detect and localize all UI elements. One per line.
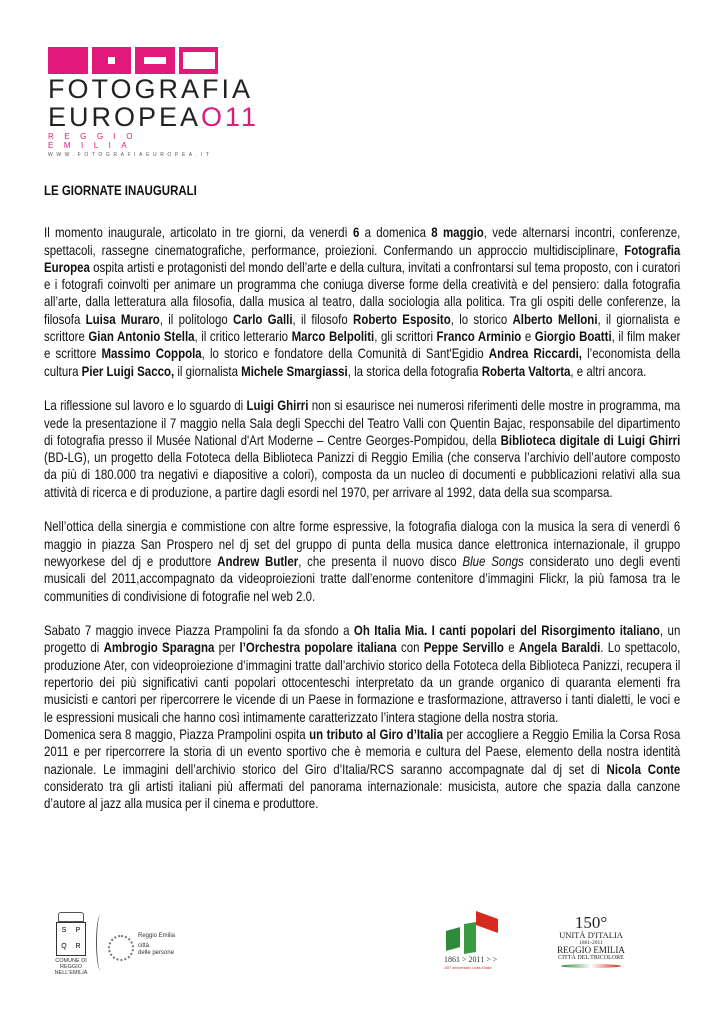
- bold-text: Michele Smargiassi: [241, 362, 348, 379]
- shield-letter: P: [75, 927, 81, 934]
- text-run: , un progetto di: [44, 622, 681, 656]
- text-run: La riflessione sul lavoro e lo sguardo di: [44, 397, 247, 414]
- bold-text: Roberta Valtorta: [481, 362, 571, 379]
- bold-text: Nicola Conte: [606, 760, 681, 777]
- text-run: a domenica: [359, 224, 432, 241]
- paragraph: [44, 622, 680, 726]
- text-run: Domenica sera 8 maggio, Piazza Prampolini ospita: [44, 725, 310, 742]
- text-run: per: [214, 639, 240, 656]
- text-run: , gli scrittori: [374, 328, 437, 345]
- text-run: Il momento inaugurale, articolato in tre giorni, da venerdì: [44, 224, 353, 241]
- section-heading: LE GIORNATE INAUGURALI: [44, 182, 197, 198]
- bold-text: Andrew Butler: [217, 552, 299, 569]
- bold-text: Marco Belpoliti: [291, 328, 375, 345]
- crown-icon: [58, 912, 84, 922]
- text-run: l’economista della cultura: [44, 345, 681, 379]
- citta-persone-icon: [108, 935, 134, 961]
- fotografia-europea-logo: [48, 47, 260, 158]
- bold-text: Biblioteca digitale di Luigi Ghirri: [500, 431, 681, 448]
- bold-text: un tributo al Giro d’Italia: [309, 725, 444, 742]
- logo-url: WWW.FOTOGRAFIAEUROPEA.IT: [48, 152, 213, 158]
- text-run: , lo storico e fondatore della Comunità di Sant'Egidio: [201, 345, 489, 362]
- bold-text: Oh Italia Mia. I canti popolari del Risorgimento italiano: [353, 622, 660, 639]
- text-run: , e altri ancora.: [570, 362, 647, 379]
- text-run: considerato uno degli eventi musicali del 2011,accompagnato da videoproiezioni tratte dall’enorme contenitore d’immagini Flickr, la più famosa tra le communities di condivisione di fotografie nel web 2.0.: [44, 552, 681, 604]
- tricolore-swoosh: [561, 964, 621, 968]
- text-run: con: [396, 639, 424, 656]
- flag-sub: 150° anniversario Unità d'Italia: [444, 966, 492, 970]
- bold-text: Roberto Esposito: [353, 310, 451, 327]
- italic-text: Blue Songs: [462, 552, 524, 569]
- document-body: [44, 182, 680, 830]
- text-run: , vede alternarsi incontri, conferenze, spettacoli, rassegne cinematografiche, performance, proiezioni. Confermando un approccio multidisciplinare,: [44, 224, 681, 258]
- bold-text: Luisa Muraro: [85, 310, 160, 327]
- u150: 150°: [574, 913, 608, 932]
- bold-text: Luigi Ghirri: [246, 397, 309, 414]
- text-run: Nell’ottica della sinergia e commistione con altre forme espressive, la fotografia dialoga con la musica la sera di venerdì 6 maggio in piazza San Prospero nel dj set del gruppo di punta della musica dance elettronica internazionale, il gruppo newyorkese del dj e produttore: [44, 518, 681, 569]
- comune-logo: [46, 912, 96, 976]
- text-run: , il giornalista e scrittore: [44, 310, 681, 345]
- logo-year: O11: [201, 102, 260, 132]
- re-title: Reggio Emilia: [138, 933, 176, 939]
- shield-letter: S: [61, 927, 67, 934]
- u-line1: UNITÀ D'ITALIA: [559, 930, 623, 940]
- re-sub2: delle persone: [138, 950, 175, 956]
- paragraph: [44, 224, 680, 380]
- bold-text: Andrea Riccardi,: [488, 345, 582, 362]
- u-years: 1861-2011: [579, 940, 603, 946]
- comune-label: COMUNE DI REGGIO NELL'EMILIA: [54, 958, 88, 976]
- bold-text: 8 maggio: [431, 224, 484, 241]
- shield-icon: [56, 922, 86, 956]
- logo-line1: FOTOGRAFIA: [48, 74, 254, 104]
- text-run: (BD-LG), un progetto della Fototeca della Biblioteca Panizzi di Reggio Emilia (che conserva l’archivio dell’autore composto da più di 180.000 tra negativi e diapositive a colori), composta da un nucleo di documenti e pubblicazioni relativi alla sua attività di ricerca e di produzione, a partire dagli esordi nel 1970, per arrivare al 1992, data della sua scomparsa.: [44, 449, 681, 500]
- paragraph: [44, 726, 680, 812]
- text-run: Sabato 7 maggio invece Piazza Prampolini fa da sfondo a: [44, 622, 354, 639]
- text-run: e: [503, 639, 519, 656]
- unita-italia-logo: [548, 915, 634, 968]
- text-run: il giornalista: [174, 362, 242, 379]
- bold-text: Peppe Servillo: [423, 639, 504, 656]
- italian-flag-logo: [446, 915, 502, 953]
- bold-text: Angela Baraldi: [518, 639, 601, 656]
- text-run: , che presenta il nuovo disco: [298, 552, 463, 569]
- text-run: non si esaurisce nei numerosi riferimenti delle mostre in programma, ma vede la presentazione il 7 maggio nella Sala degli Specchi del Teatro Valli con Quentin Bajac, responsabile del dipartimento di fotografia presso il Musée National d'Art Moderne – Centre Georges-Pompidou, della: [44, 397, 681, 448]
- bold-text: Massimo Coppola: [101, 345, 202, 362]
- logo-line2: [48, 102, 260, 132]
- bold-text: Carlo Galli: [233, 310, 293, 327]
- bold-text: Giorgio Boatti: [534, 328, 612, 345]
- text-run: , il film maker e scrittore: [44, 328, 681, 362]
- bold-text: Fotografia Europea: [44, 241, 681, 275]
- text-run: ospita artisti e protagonisti del mondo dell’arte e della cultura, invitati a confrontarsi sul tema proposto, con i curatori e i fotografi coinvolti per animare un programma che coniuga diverse forme della creatività e del pensiero: dalla fotografia all’arte, dalla letteratura alla filosofia, dalla musica al teatro, dalla sociologia alla politica. Tra gli ospiti delle conferenze, la filosofa: [44, 258, 681, 327]
- text-run: , il filosofo: [292, 310, 354, 327]
- bold-text: Ambrogio Sparagna: [103, 639, 215, 656]
- text-run: per accogliere a Reggio Emilia la Corsa Rosa 2011 e per ripercorrere la storia di un evento sportivo che è memoria e cultura del Paese, elemento della nostra identità nazionale. Le immagini dell’archivio storico del Giro d’Italia/RCS saranno accompagnate dal dj set di: [44, 725, 681, 777]
- re-sub1: città: [138, 943, 150, 949]
- bold-text: Pier Luigi Sacco,: [81, 362, 175, 379]
- u-line2: REGGIO EMILIA: [557, 945, 625, 955]
- logo-line2a: EUROPEA: [48, 102, 202, 132]
- text-run: , lo storico: [450, 310, 513, 327]
- shield-letter: R: [75, 943, 81, 950]
- text-run: e: [521, 328, 535, 345]
- bold-text: Gian Antonio Stella: [88, 328, 195, 345]
- flag-caption: 1861 > 2011 > >: [444, 955, 498, 964]
- paragraph: [44, 518, 680, 604]
- logo-city: REGGIO EMILIA: [48, 132, 144, 150]
- text-run: considerato tra gli artisti italiani più affermati del panorama internazionale: musicista, autore che spazia dalla canzone d’autore al jazz alla musica per il cinema e produttore.: [44, 777, 681, 812]
- bold-text: Alberto Melloni: [512, 310, 598, 327]
- bracket-divider: [96, 915, 105, 970]
- text-run: , il critico letterario: [194, 328, 292, 345]
- paragraph: [44, 397, 680, 501]
- text-run: , il politologo: [159, 310, 234, 327]
- u-line3: CITTÀ DEL TRICOLORE: [558, 955, 624, 961]
- shield-letter: Q: [61, 943, 67, 950]
- bold-text: Franco Arminio: [436, 328, 522, 345]
- text-run: . Lo spettacolo, produzione Ater, con videoproiezione d’immagini tratte dall’archivio storico della Fototeca della Biblioteca Panizzi, recupera il repertorio dei più significativi canti popolari ottocenteschi interpretato da un grande organico di quaranta elementi fra musicisti e cantori per ripercorrere le vicende di un Paese in formazione e trasformazione, attraverso i tanti dialetti, le voci e le espressioni musicali che hanno così intimamente caratterizzato l’intera stagione della nostra storia.: [44, 639, 681, 725]
- bold-text: l’Orchestra popolare italiana: [239, 639, 397, 656]
- logo-squares: [48, 47, 218, 74]
- bold-text: 6: [352, 224, 360, 241]
- text-run: , la storica della fotografia: [347, 362, 482, 379]
